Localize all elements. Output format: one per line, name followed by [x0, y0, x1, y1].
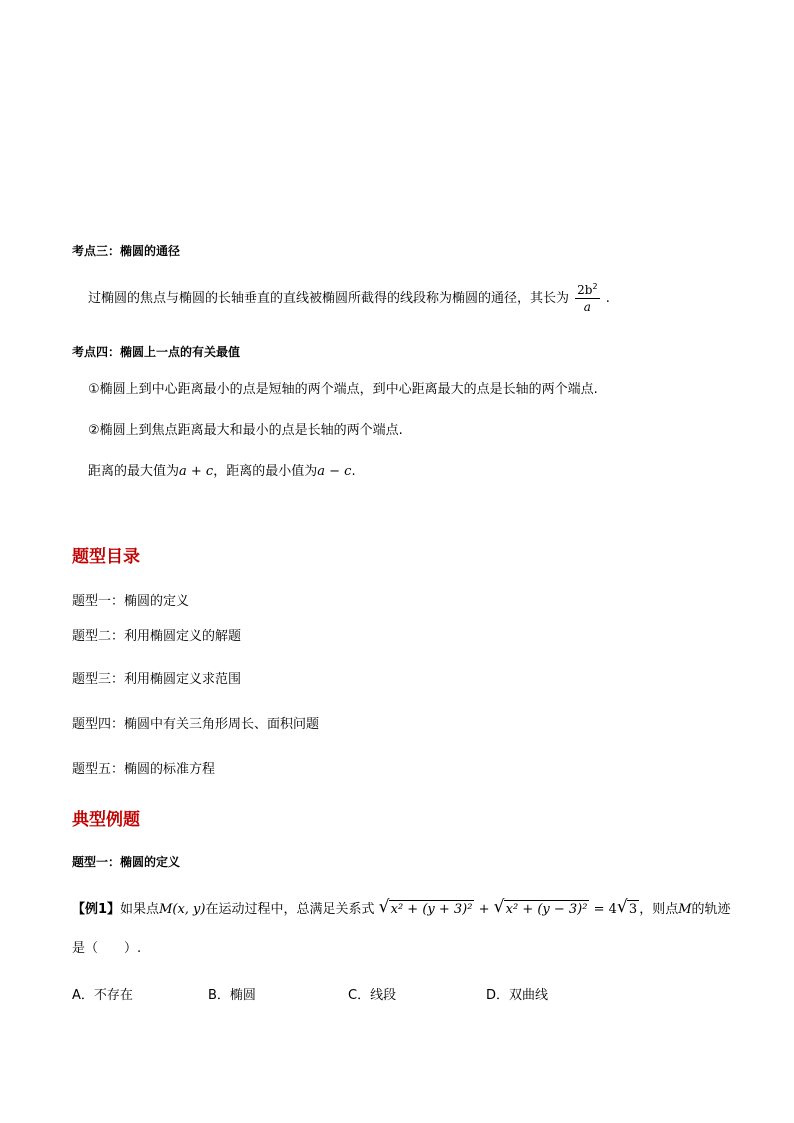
example-label: 【例1】 — [72, 902, 121, 917]
section-title-focal-chord: 考点三：椭圆的通径 — [72, 244, 181, 258]
radical-1: √ x² + (y + 3)² — [378, 897, 473, 917]
extreme-item-1: ①椭圆上到中心距离最小的点是短轴的两个端点，到中心距离最大的点是长轴的两个端点. — [88, 382, 598, 397]
section-title-extreme-values: 考点四：椭圆上一点的有关最值 — [72, 345, 241, 359]
distance-range-line: 距离的最大值为a + c，距离的最小值为a − c. — [88, 464, 356, 479]
example-1-stem: 【例1】如果点M(x, y)在运动过程中，总满足关系式 √ x² + (y + 3)² + √ x² + (y − 3)² = 4 √ 3 ，则点M的轨迹 — [72, 897, 731, 917]
example-1-stem-continued: 是（ ）. — [72, 941, 142, 956]
option-c[interactable]: C．线段 — [348, 988, 397, 1003]
radical-3: √ 3 — [616, 897, 638, 917]
catalog-item: 题型四：椭圆中有关三角形周长、面积问题 — [72, 717, 320, 732]
max-distance-expr: a + c — [179, 464, 214, 479]
option-a[interactable]: A．不存在 — [72, 988, 133, 1003]
extreme-item-2: ②椭圆上到焦点距离最大和最小的点是长轴的两个端点. — [88, 423, 403, 438]
catalog-item: 题型五：椭圆的标准方程 — [72, 762, 216, 777]
examples-heading: 典型例题 — [72, 810, 140, 830]
catalog-item: 题型三：利用椭圆定义求范围 — [72, 672, 242, 687]
latus-rectum-fraction: $\frac{2b^2}{a}$ — [577, 282, 598, 314]
catalog-item: 题型二：利用椭圆定义的解题 — [72, 629, 242, 644]
catalog-item: 题型一：椭圆的定义 — [72, 594, 190, 609]
radical-2: √ x² + (y − 3)² — [493, 897, 588, 917]
focal-chord-paragraph: 过椭圆的焦点与椭圆的长轴垂直的直线被椭圆所截得的线段称为椭圆的通径，其长为 $\frac{2b^2}{a}$ . — [88, 282, 610, 314]
option-d[interactable]: D．双曲线 — [486, 988, 549, 1003]
min-distance-expr: a − c — [317, 464, 352, 479]
option-b[interactable]: B．椭圆 — [208, 988, 256, 1003]
type1-title: 题型一：椭圆的定义 — [72, 855, 181, 869]
focal-chord-text: 过椭圆的焦点与椭圆的长轴垂直的直线被椭圆所截得的线段称为椭圆的通径，其长为 — [88, 291, 570, 306]
catalog-heading: 题型目录 — [72, 547, 140, 567]
